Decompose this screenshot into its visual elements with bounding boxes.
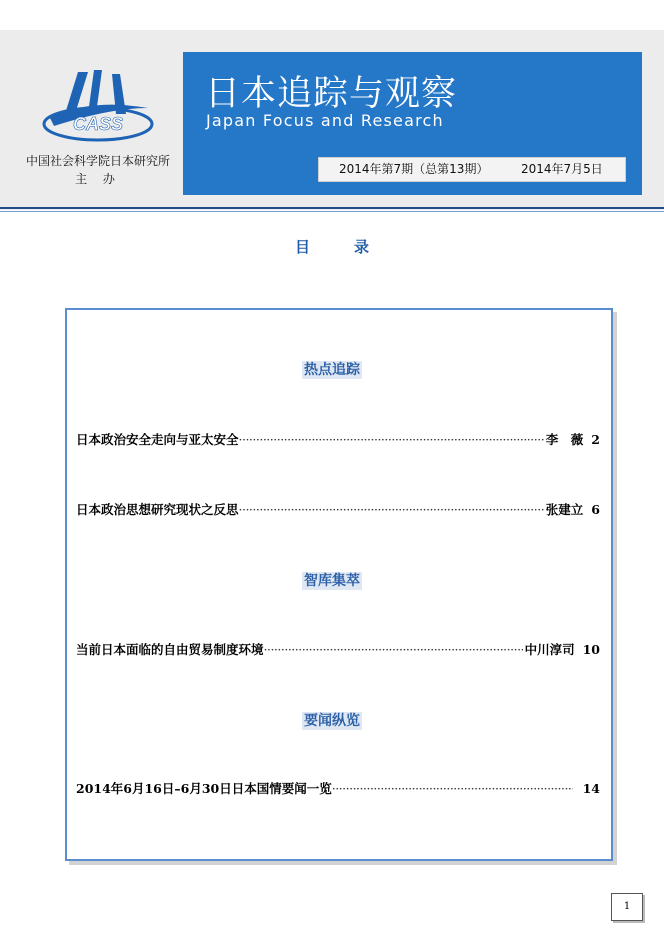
issue-date: 2014年7月5日 [521, 162, 603, 176]
dot-leader [332, 781, 573, 796]
entry-page: 10 [582, 642, 600, 657]
entry-title: 2014年6月16日–6月30日日本国情要闻一览 [76, 781, 332, 796]
organizer-block [18, 152, 178, 188]
toc-heading: 目录 [294, 238, 413, 256]
cass-logo [40, 68, 158, 146]
toc-entry[interactable] [76, 430, 600, 448]
toc-entry[interactable] [76, 640, 600, 658]
dot-leader [239, 432, 544, 447]
dot-leader [264, 642, 523, 657]
toc-entry[interactable] [76, 500, 600, 518]
page-number: 1 [611, 893, 643, 921]
header-rule [0, 207, 664, 209]
journal-title-cn: 日本追踪与观察 [205, 74, 458, 114]
section-title: 智库集萃 [304, 573, 360, 589]
organizer-name: 中国社会科学院日本研究所 [25, 154, 170, 168]
organizer-role: 主 办 [75, 172, 121, 186]
entry-title: 日本政治思想研究现状之反思 [76, 502, 239, 517]
section-title: 要闻纵览 [304, 713, 360, 729]
entry-author: 中川淳司 [524, 642, 575, 657]
logo-text: CASS [72, 114, 124, 134]
toc-entry[interactable] [76, 779, 600, 797]
entry-title: 日本政治安全走向与亚太安全 [76, 432, 239, 447]
entry-page: 14 [582, 781, 600, 796]
entry-author: 李 薇 [545, 432, 584, 447]
issue-info-box [318, 157, 626, 182]
issue-number: 2014年第7期（总第13期） [339, 162, 489, 176]
entry-page: 2 [591, 432, 600, 447]
header-rule-thin [0, 211, 664, 212]
dot-leader [239, 502, 544, 517]
section-title: 热点追踪 [304, 362, 360, 378]
entry-title: 当前日本面临的自由贸易制度环境 [76, 642, 264, 657]
entry-author: 张建立 [545, 502, 584, 517]
journal-title-en: Japan Focus and Research [206, 111, 444, 130]
entry-page: 6 [591, 502, 600, 517]
